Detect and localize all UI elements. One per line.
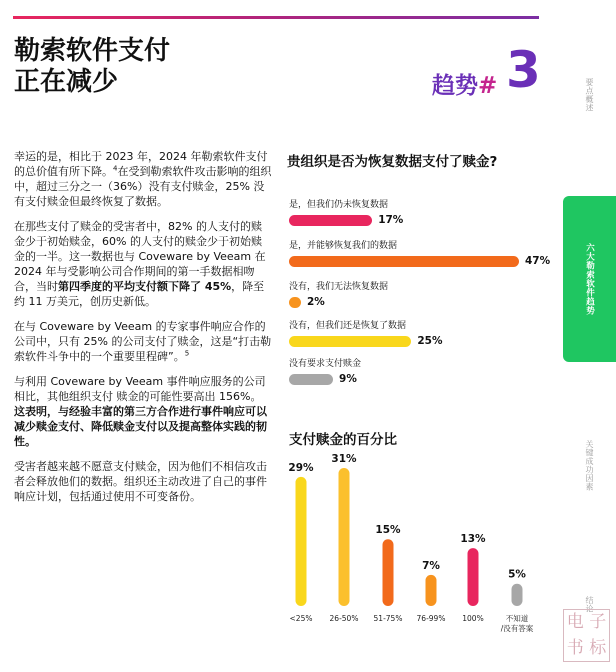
recovery-question-title: 贵组织是否为恢复数据支付了赎金? xyxy=(287,154,498,170)
highlight-payment-drop: 第四季度的平均支付额下降了 45% xyxy=(58,280,232,293)
paragraph-4: 与利用 Coveware by Veeam 事件响应服务的公司相比，其他组织支付 赎金的可能性要高出 156%。这表明，与经验丰富的第三方合作进行事件响应可以减少赎金支付、降低赎金支付以及提高整体实践的韧性。 xyxy=(14,375,267,448)
chart-category-label: 26-50% xyxy=(329,614,359,623)
trend-badge xyxy=(432,41,552,102)
chart-bar xyxy=(339,468,350,606)
side-tab-trends[interactable] xyxy=(563,196,616,362)
recovery-bar xyxy=(289,374,333,385)
trend-number: 3 xyxy=(506,41,541,99)
stamp-char: 标 xyxy=(589,637,607,658)
chart-value-label: 7% xyxy=(422,559,440,572)
chart-category-label: <25% xyxy=(289,614,313,623)
chart-bar xyxy=(512,584,523,606)
recovery-bar-value: 17% xyxy=(378,214,404,226)
page-title xyxy=(14,36,170,98)
recovery-bar-row xyxy=(289,199,404,227)
watermark-stamp xyxy=(563,609,610,662)
recovery-bar-value: 2% xyxy=(307,296,325,308)
side-tab-label: 六大勒索软件趋势 xyxy=(584,243,595,315)
recovery-bar xyxy=(289,297,301,308)
side-tab-success-factors[interactable] xyxy=(563,415,616,515)
trend-label: 趋势# xyxy=(432,73,498,99)
side-tab-label: 结论 xyxy=(585,595,594,613)
title-line-2: 正在减少 xyxy=(14,67,119,97)
side-tab-label: 关键成功因素 xyxy=(585,439,594,491)
chart-category-label: 76-99% xyxy=(416,614,446,623)
side-tab-summary[interactable] xyxy=(563,46,616,144)
recovery-bar-label: 没有，我们无法恢复数据 xyxy=(289,282,389,292)
chart-category-label: 100% xyxy=(462,614,484,623)
title-line-1: 勒索软件支付 xyxy=(14,36,171,66)
chart-title: 支付赎金的百分比 xyxy=(289,432,397,448)
recovery-bar-value: 47% xyxy=(525,255,551,267)
recovery-bar-value: 25% xyxy=(417,335,443,347)
paragraph-5: 受害者越来越不愿意支付赎金，因为他们不相信攻击者会释放他们的数据。组织还主动改进了自己的事件响应计划，包括通过使用不可变备份。 xyxy=(14,460,267,503)
footnote-4: 4 xyxy=(113,164,118,173)
chart-value-label: 15% xyxy=(375,524,401,537)
recovery-bar xyxy=(289,336,411,347)
recovery-bar-row xyxy=(289,240,551,268)
chart-bar xyxy=(296,477,307,606)
chart-bar xyxy=(426,575,437,606)
chart-value-label: 29% xyxy=(288,461,314,474)
stamp-char: 书 xyxy=(566,637,584,658)
stamp-char: 电 xyxy=(566,612,584,632)
recovery-bar-row xyxy=(289,358,361,386)
recovery-bar-label: 没有要求支付赎金 xyxy=(289,359,362,369)
ransom-percentage-chart xyxy=(280,450,542,640)
recovery-bar xyxy=(289,215,372,226)
chart-category-label: 不知道 xyxy=(505,614,529,623)
side-tab-label: 要点概述 xyxy=(585,78,594,112)
paragraph-2: 在那些支付了赎金的受害者中，82% 的人支付的赎金少于初始赎金，60% 的人支付的赎金少于初始赎金的一半。这一数据也与 Coveware by Veeam 在 2024 年与受影响公司合作期间的第一手数据相吻合，当时第四季度的平均支付额下降了 45%，降至约 11 万美元，创历史新低。 xyxy=(14,220,266,308)
recovery-bar-label: 没有，但我们还是恢复了数据 xyxy=(289,321,407,331)
chart-value-label: 5% xyxy=(508,568,526,581)
recovery-bar-label: 是，并能够恢复我们的数据 xyxy=(289,241,398,251)
highlight-incident-response: 这表明，与经验丰富的第三方合作进行事件响应可以减少赎金支付、降低赎金支付以及提高整体实践的韧性。 xyxy=(14,405,267,448)
recovery-bar-row xyxy=(289,320,443,348)
chart-value-label: 31% xyxy=(331,453,357,465)
recovery-bar-label: 是，但我们仍未恢复数据 xyxy=(289,200,389,210)
footnote-5: 5 xyxy=(184,349,190,358)
chart-value-label: 13% xyxy=(460,533,486,546)
recovery-bar xyxy=(289,256,519,267)
chart-category-label: /没有答案 xyxy=(500,624,534,633)
top-accent-line xyxy=(13,16,539,19)
chart-bar xyxy=(383,539,394,606)
body-text-column xyxy=(14,149,272,514)
paragraph-3: 在与 Coveware by Veeam 的专家事件响应合作的公司中，只有 25% 的公司支付了赎金，这是“打击勒索软件斗争中的一个重要里程碑”。$^5$ xyxy=(14,320,272,363)
chart-category-label: 51-75% xyxy=(373,614,403,623)
paragraph-1: 幸运的是，相比于 2023 年，2024 年勒索软件支付的总价值有所下降。$^4$在受到勒索软件攻击影响的组织中，超过三分之一（36%）没有支付赎金，25% 没有支付赎金但最终恢复了数据。 xyxy=(14,150,272,208)
stamp-char: 子 xyxy=(589,612,607,632)
recovery-bar-row xyxy=(289,281,388,309)
chart-bar xyxy=(468,548,479,606)
trend-hash: # xyxy=(478,73,498,99)
recovery-bar-value: 9% xyxy=(339,373,357,385)
